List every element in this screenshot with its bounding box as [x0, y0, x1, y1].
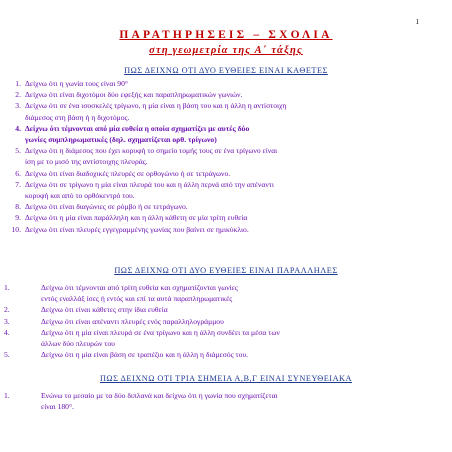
item-number: 3.	[15, 101, 21, 111]
list-item	[0, 201, 452, 212]
page-number: 1	[415, 18, 419, 26]
parallel-list	[0, 282, 452, 360]
list-item	[0, 145, 452, 167]
list-item	[0, 282, 452, 304]
item-number: 9.	[15, 213, 21, 223]
section-heading-collinear: ΠΩΣ ΔΕΙΧΝΩ ΟΤΙ ΤΡΙΑ ΣΗΜΕΙΑ Α,Β,Γ ΕΙΝΑΙ ΣΥΝΕΥΘΕΙΑΚΑ	[99, 374, 353, 383]
item-text-cont: εντός εναλλάξ ίσες ή εντός και επί τα αυτά παραπληρωματικές	[41, 294, 233, 304]
item-text-cont: άλλων δύο πλευρών του	[41, 339, 115, 349]
item-number: 2.	[4, 305, 10, 315]
list-item	[0, 179, 452, 201]
item-number: 10.	[11, 224, 21, 234]
item-text: Δείχνω ότι είναι διχοτόμοι δύο εφεξής και παραπληρωματικών γωνιών.	[25, 90, 243, 100]
item-number: 6.	[15, 168, 21, 178]
list-item	[0, 100, 452, 122]
item-text: Δείχνω ότι είναι απέναντι πλευρές ενός παραλληλογράμμου	[41, 316, 224, 326]
item-text: Δείχνω ότι τέμνονται από μία ευθεία η οποία σχηματίζει με αυτές δύο	[25, 123, 250, 133]
document-title-text: ΠΑΡΑΤΗΡΗΣΕΙΣ – ΣΧΟΛΙΑ	[119, 29, 333, 41]
item-text: Δείχνω ότι η μία είναι βάση σε τραπέζιο και η άλλη η διάμεσός του.	[41, 350, 249, 360]
list-item	[0, 390, 452, 412]
perpendicular-list	[0, 78, 452, 235]
item-text: Δείχνω ότι σε ένα ισοσκελές τρίγωνο, η μία είναι η βάση του και η άλλη η αντίστοιχη	[25, 101, 287, 111]
item-text-cont: κορυφή και από το ορθόκεντρό του.	[25, 191, 135, 201]
list-item	[0, 78, 452, 89]
list-item	[0, 89, 452, 100]
item-text: Ενώνω το μεσαίο με τα δύο διπλανά και δείχνω ότι η γωνία που σχηματίζεται	[41, 391, 278, 400]
item-text: Δείχνω ότι είναι κάθετες στην ίδια ευθεία	[41, 305, 168, 315]
list-item	[0, 304, 452, 315]
list-item	[0, 224, 452, 235]
list-item	[0, 168, 452, 179]
item-number: 4.	[4, 327, 10, 337]
item-text: Δείχνω ότι η διάμεσος που έχει κορυφή το σημείο τομής τους σε ένα τρίγωνο είναι	[25, 146, 278, 156]
item-number: 4.	[15, 123, 21, 133]
item-text-cont: γωνίες συμπληρωματικές (δηλ. σχηματίζεται ορθ. τρίγωνο)	[25, 135, 217, 145]
list-item	[0, 316, 452, 327]
item-number: 7.	[15, 179, 21, 189]
section-heading-perpendicular: ΠΩΣ ΔΕΙΧΝΩ ΟΤΙ ΔΥΟ ΕΥΘΕΙΕΣ ΕΙΝΑΙ ΚΑΘΕΤΕΣ	[124, 66, 328, 75]
list-item	[0, 123, 452, 145]
item-text: Δείχνω ότι είναι διαγώνιες σε ρόμβο ή σε τετράγωνο.	[25, 202, 188, 212]
item-text: Δείχνω ότι η γωνία τους είναι 90°	[25, 79, 128, 88]
item-number: 1.	[4, 283, 10, 292]
document-subtitle	[0, 45, 452, 56]
item-number: 5.	[4, 350, 10, 360]
item-text-cont: διάμεσος στη βάση ή η διχοτόμος.	[25, 112, 130, 122]
document-title	[0, 29, 452, 41]
section-heading-parallel: ΠΩΣ ΔΕΙΧΝΩ ΟΤΙ ΔΥΟ ΕΥΘΕΙΕΣ ΕΙΝΑΙ ΠΑΡΑΛΛΗΛΕΣ	[114, 266, 338, 275]
item-text: Δείχνω ότι τέμνονται από τρίτη ευθεία και σχηματίζονται γωνίες	[41, 283, 238, 292]
item-text: Δείχνω ότι σε τρίγωνο η μία είναι πλευρά του και η άλλη περνά από την απέναντι	[25, 179, 274, 189]
list-item	[0, 349, 452, 360]
item-text: Δείχνω ότι η μία είναι παράλληλη και η άλλη κάθετη σε μία τρίτη ευθεία	[25, 213, 248, 223]
item-number: 1.	[15, 79, 21, 88]
list-item	[0, 327, 452, 349]
list-item	[0, 212, 452, 223]
item-text-cont: ίση με το μισό της αντίστοιχης πλευράς.	[25, 157, 148, 167]
item-text: Δείχνω ότι είναι διαδοχικές πλευρές σε ορθογώνιο ή σε τετράγωνο.	[25, 168, 231, 178]
item-text: Δείχνω ότι είναι πλευρές εγγεγραμμένης γωνίας που βαίνει σε ημικύκλιο.	[25, 224, 249, 234]
item-number: 8.	[15, 202, 21, 212]
item-number: 5.	[15, 146, 21, 156]
item-number: 2.	[15, 90, 21, 100]
document-subtitle-text: στη γεωμετρία της Α΄ τάξης	[149, 45, 303, 56]
item-number: 3.	[4, 316, 10, 326]
item-text-cont: είναι 180°.	[41, 402, 74, 412]
item-number: 1.	[4, 391, 10, 400]
item-text: Δείχνω ότι η μία είναι πλευρά σε ένα τρίγωνο και η άλλη συνδέει τα μέσα των	[41, 327, 280, 337]
collinear-list	[0, 390, 452, 412]
